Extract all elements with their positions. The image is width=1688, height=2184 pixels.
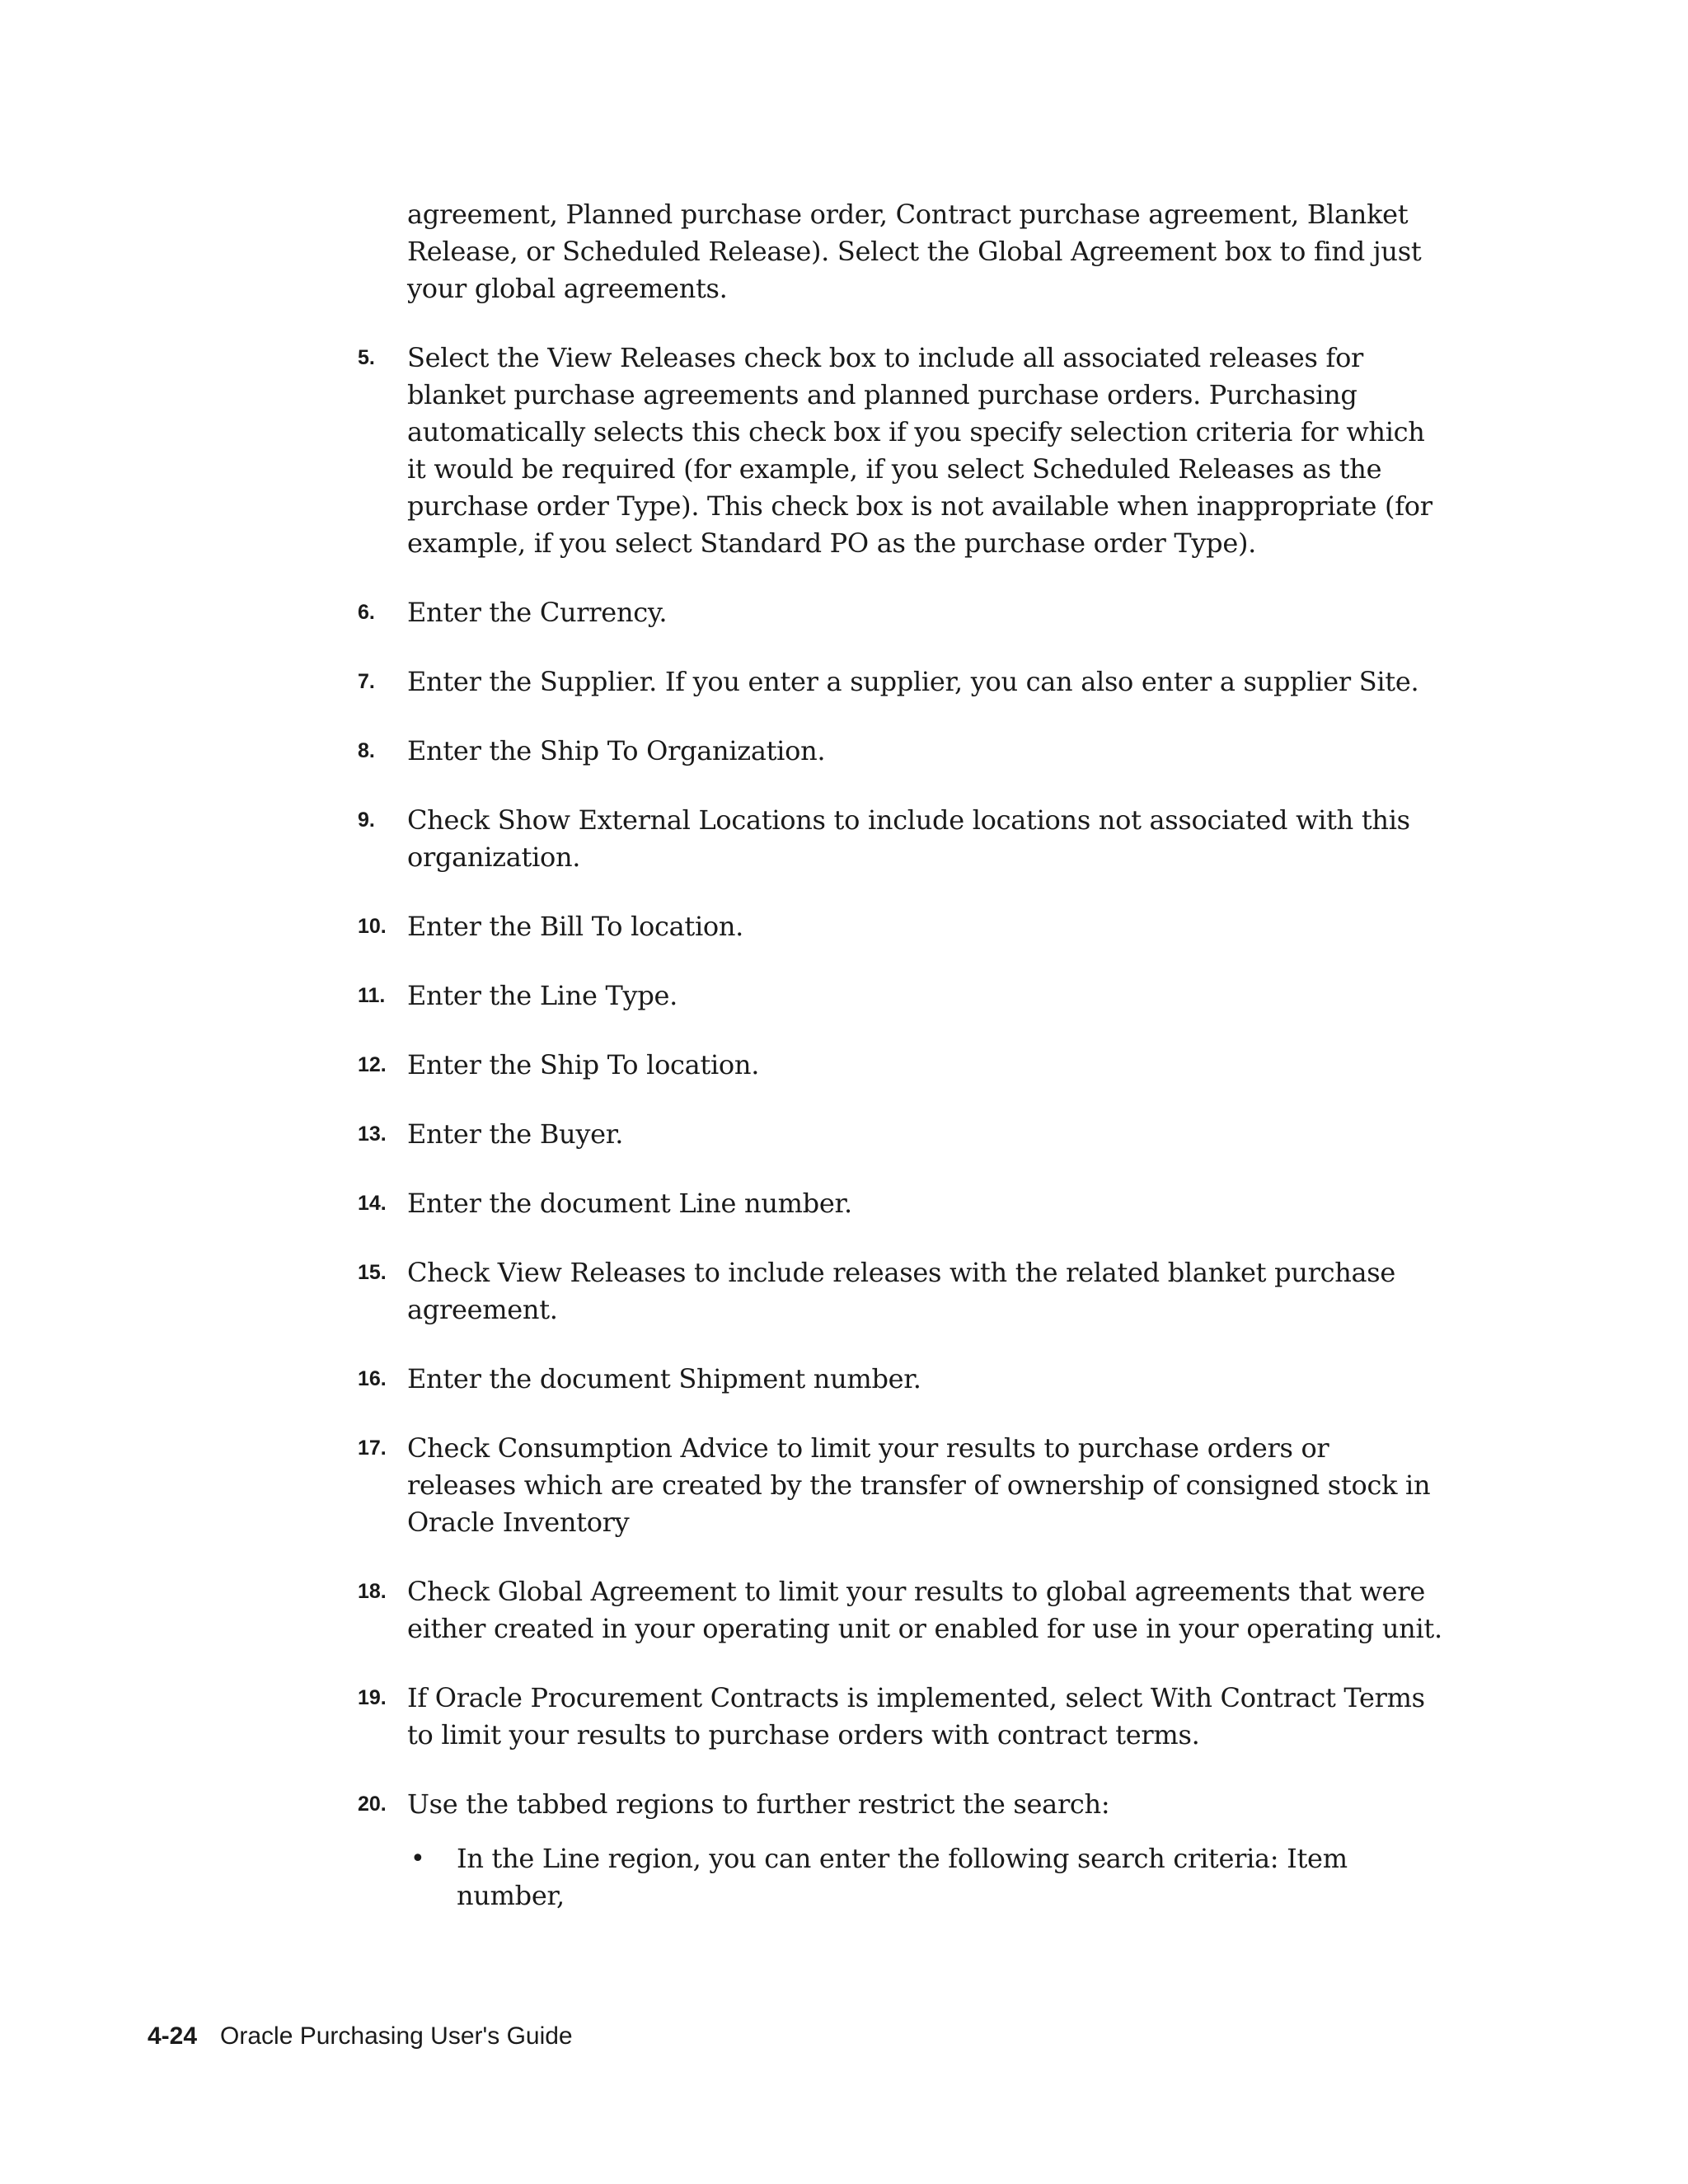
step-item (358, 977, 1446, 1015)
step-item (358, 1361, 1446, 1398)
step-text: Enter the Supplier. If you enter a supplier, you can also enter a supplier Site. (407, 666, 1419, 697)
page-footer (148, 2020, 573, 2053)
document-body (358, 196, 1446, 1947)
step-item (358, 1254, 1446, 1329)
step-item (358, 802, 1446, 876)
step-text: Enter the Ship To location. (407, 1049, 760, 1080)
step-text: Check View Releases to include releases with the related blanket purchase agreement. (407, 1257, 1396, 1325)
step-number: 12. (358, 1053, 387, 1076)
guide-title: Oracle Purchasing User's Guide (220, 2022, 573, 2050)
bullet-item (407, 1840, 1446, 1915)
step-text: Enter the document Line number. (407, 1188, 852, 1219)
step-text: Select the View Releases check box to include all associated releases for blanket purchase agreements and planned purchase orders. Purchasing automatically selects this check box if you specify selection criteria for which it would be required (for example, if you select Scheduled Releases as the purchase order Type). This check box is not available when inappropriate (for example, if you select Standard PO as the purchase order Type). (407, 342, 1432, 559)
step-number: 10. (358, 915, 387, 938)
bullet-list (407, 1840, 1446, 1915)
step-text: Enter the Buyer. (407, 1118, 624, 1150)
steps-list (358, 340, 1446, 1915)
step-text: Enter the Ship To Organization. (407, 735, 826, 766)
step-number: 14. (358, 1192, 387, 1215)
step-item (358, 908, 1446, 945)
step-number: 8. (358, 739, 375, 762)
page-number: 4-24 (148, 2022, 198, 2050)
step-item (358, 594, 1446, 631)
step-item (358, 1573, 1446, 1647)
step-text: Enter the Bill To location. (407, 911, 744, 942)
step-text: Check Global Agreement to limit your results to global agreements that were either created in your operating unit or enabled for use in your operating unit. (407, 1576, 1442, 1644)
step-item (358, 1116, 1446, 1153)
step-number: 6. (358, 601, 375, 624)
step-text: Enter the Currency. (407, 597, 668, 628)
step-text: Enter the Line Type. (407, 980, 678, 1011)
step-item (358, 1680, 1446, 1754)
step-text: Enter the document Shipment number. (407, 1363, 921, 1394)
step-item (358, 1430, 1446, 1541)
step-number: 7. (358, 670, 375, 693)
step-number: 5. (358, 346, 375, 369)
intro-paragraph: agreement, Planned purchase order, Contract purchase agreement, Blanket Release, or Scheduled Release). Select the Global Agreement box to find just your global agreements. (407, 199, 1422, 304)
step-number: 15. (358, 1261, 387, 1284)
step-number: 20. (358, 1793, 387, 1816)
step-number: 11. (358, 984, 386, 1007)
step-text: Check Show External Locations to include locations not associated with this organization. (407, 804, 1410, 873)
bullet-icon: • (410, 1844, 425, 1873)
step-number: 18. (358, 1580, 387, 1603)
step-number: 19. (358, 1686, 387, 1709)
step-item (358, 1185, 1446, 1222)
step-number: 17. (358, 1436, 387, 1460)
bullet-text: In the Line region, you can enter the following search criteria: Item number, (457, 1843, 1348, 1911)
step-item (358, 663, 1446, 701)
step-number: 13. (358, 1122, 387, 1146)
step-number: 16. (358, 1367, 387, 1390)
step-text: Check Consumption Advice to limit your results to purchase orders or releases which are created by the transfer of ownership of consigned stock in Oracle Inventory (407, 1432, 1431, 1538)
step-text: If Oracle Procurement Contracts is implemented, select With Contract Terms to limit your results to purchase orders with contract terms. (407, 1682, 1425, 1750)
step-item (358, 1786, 1446, 1915)
step-number: 9. (358, 808, 375, 832)
step-item (358, 1047, 1446, 1084)
step-item (358, 340, 1446, 562)
step-item (358, 733, 1446, 770)
step-text: Use the tabbed regions to further restrict the search: (407, 1788, 1110, 1820)
